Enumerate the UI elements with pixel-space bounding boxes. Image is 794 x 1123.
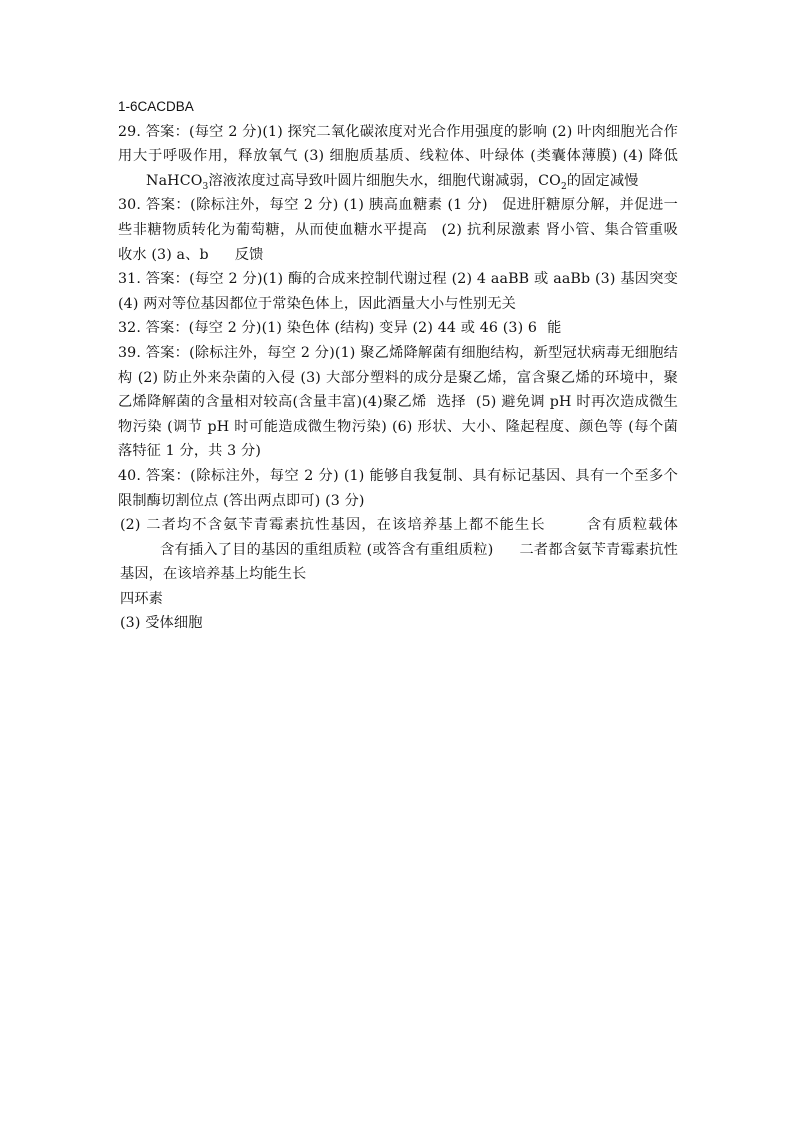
answer-31-part-a: 31. 答案：(每空 2 分)(1) 酶的合成来控制代谢过程 (2) 4 aaBB 或 aaBb (3) 基因突变 (4) 两对等位基因都位于常染色体上，因此酒量大小与性别无关 bbox=[118, 271, 678, 312]
answer-30-part-d: 反馈 bbox=[234, 246, 264, 263]
answer-32 bbox=[118, 316, 678, 341]
answer-29-part-b: NaHCO bbox=[146, 172, 203, 189]
answer-30-part-b: 促进肝糖原分解，并促进一些非糖物质转化为葡萄糖，从而使血糖水平提高 bbox=[118, 197, 678, 238]
answer-40-part-3: 四环素 bbox=[120, 590, 164, 607]
answer-39-part-b: 选择 bbox=[436, 394, 466, 411]
answer-32-part-b: 能 bbox=[547, 320, 562, 337]
answer-29-subscript-2: 2 bbox=[560, 181, 567, 192]
answer-40-part-2d: 二者都含氨苄青霉素抗性基因，在该培养基上均能生长 bbox=[120, 541, 678, 583]
answer-39-part-c: (5) 避免调 pH 时再次造成微生物污染 (调节 pH 时可能造成微生物污染) (6) 形状、大小、隆起程度、颜色等 (每个菌落特征 1 分，共 3 分) bbox=[118, 394, 678, 460]
answer-40-part-4: (3) 受体细胞 bbox=[120, 615, 203, 632]
answer-31 bbox=[118, 267, 678, 316]
answer-30-part-a: 30. 答案：(除标注外，每空 2 分) (1) 胰高血糖素 (1 分) bbox=[118, 197, 488, 214]
answer-30 bbox=[118, 193, 678, 267]
answer-40-part-2c: 含有插入了目的基因的重组质粒 (或答含有重组质粒) bbox=[160, 541, 494, 558]
answer-39-part-a: 39. 答案：(除标注外，每空 2 分)(1) 聚乙烯降解菌有细胞结构，新型冠状病毒无细胞结构 (2) 防止外来杂菌的入侵 (3) 大部分塑料的成分是聚乙烯，富含聚乙烯的环境中，聚乙烯降解菌的含量相对较高(含量丰富)(4)聚乙烯 bbox=[118, 344, 678, 411]
answer-30-part-c: (2) 抗利尿激素 肾小管、集合管重吸收水 (3) a、b bbox=[118, 221, 679, 263]
answer-29-part-d: 的固定减慢 bbox=[566, 172, 639, 189]
answer-40-part-2b: 含有质粒载体 bbox=[585, 517, 679, 534]
answer-29-nahco3 bbox=[146, 172, 209, 192]
answer-40 bbox=[118, 464, 678, 513]
answer-29-part-c: 溶液浓度过高导致叶圆片细胞失水，细胞代谢减弱，CO bbox=[208, 172, 561, 189]
answer-40-part-2 bbox=[118, 513, 678, 587]
multiple-choice-answers: 1-6CACDBA bbox=[118, 99, 194, 114]
answer-29 bbox=[118, 120, 678, 194]
answer-40-part-2a: (2) 二者均不含氨苄青霉素抗性基因，在该培养基上都不能生长 bbox=[120, 517, 546, 534]
answer-39 bbox=[118, 341, 678, 464]
answer-document bbox=[118, 95, 678, 636]
answer-32-part-a: 32. 答案：(每空 2 分)(1) 染色体 (结构) 变异 (2) 44 或 46 (3) 6 bbox=[118, 320, 538, 337]
answer-40-part-a: 40. 答案：(除标注外，每空 2 分) (1) 能够自我复制、具有标记基因、具有一个至多个限制酶切割位点 (答出两点即可) (3 分) bbox=[118, 467, 678, 509]
answer-29-part-a: 29. 答案：(每空 2 分)(1) 探究二氧化碳浓度对光合作用强度的影响 (2) 叶肉细胞光合作用大于呼吸作用，释放氧气 (3) 细胞质基质、线粒体、叶绿体 (类囊体薄膜) (4) 降低 bbox=[118, 123, 678, 165]
answer-29-subscript-3: 3 bbox=[202, 181, 209, 192]
